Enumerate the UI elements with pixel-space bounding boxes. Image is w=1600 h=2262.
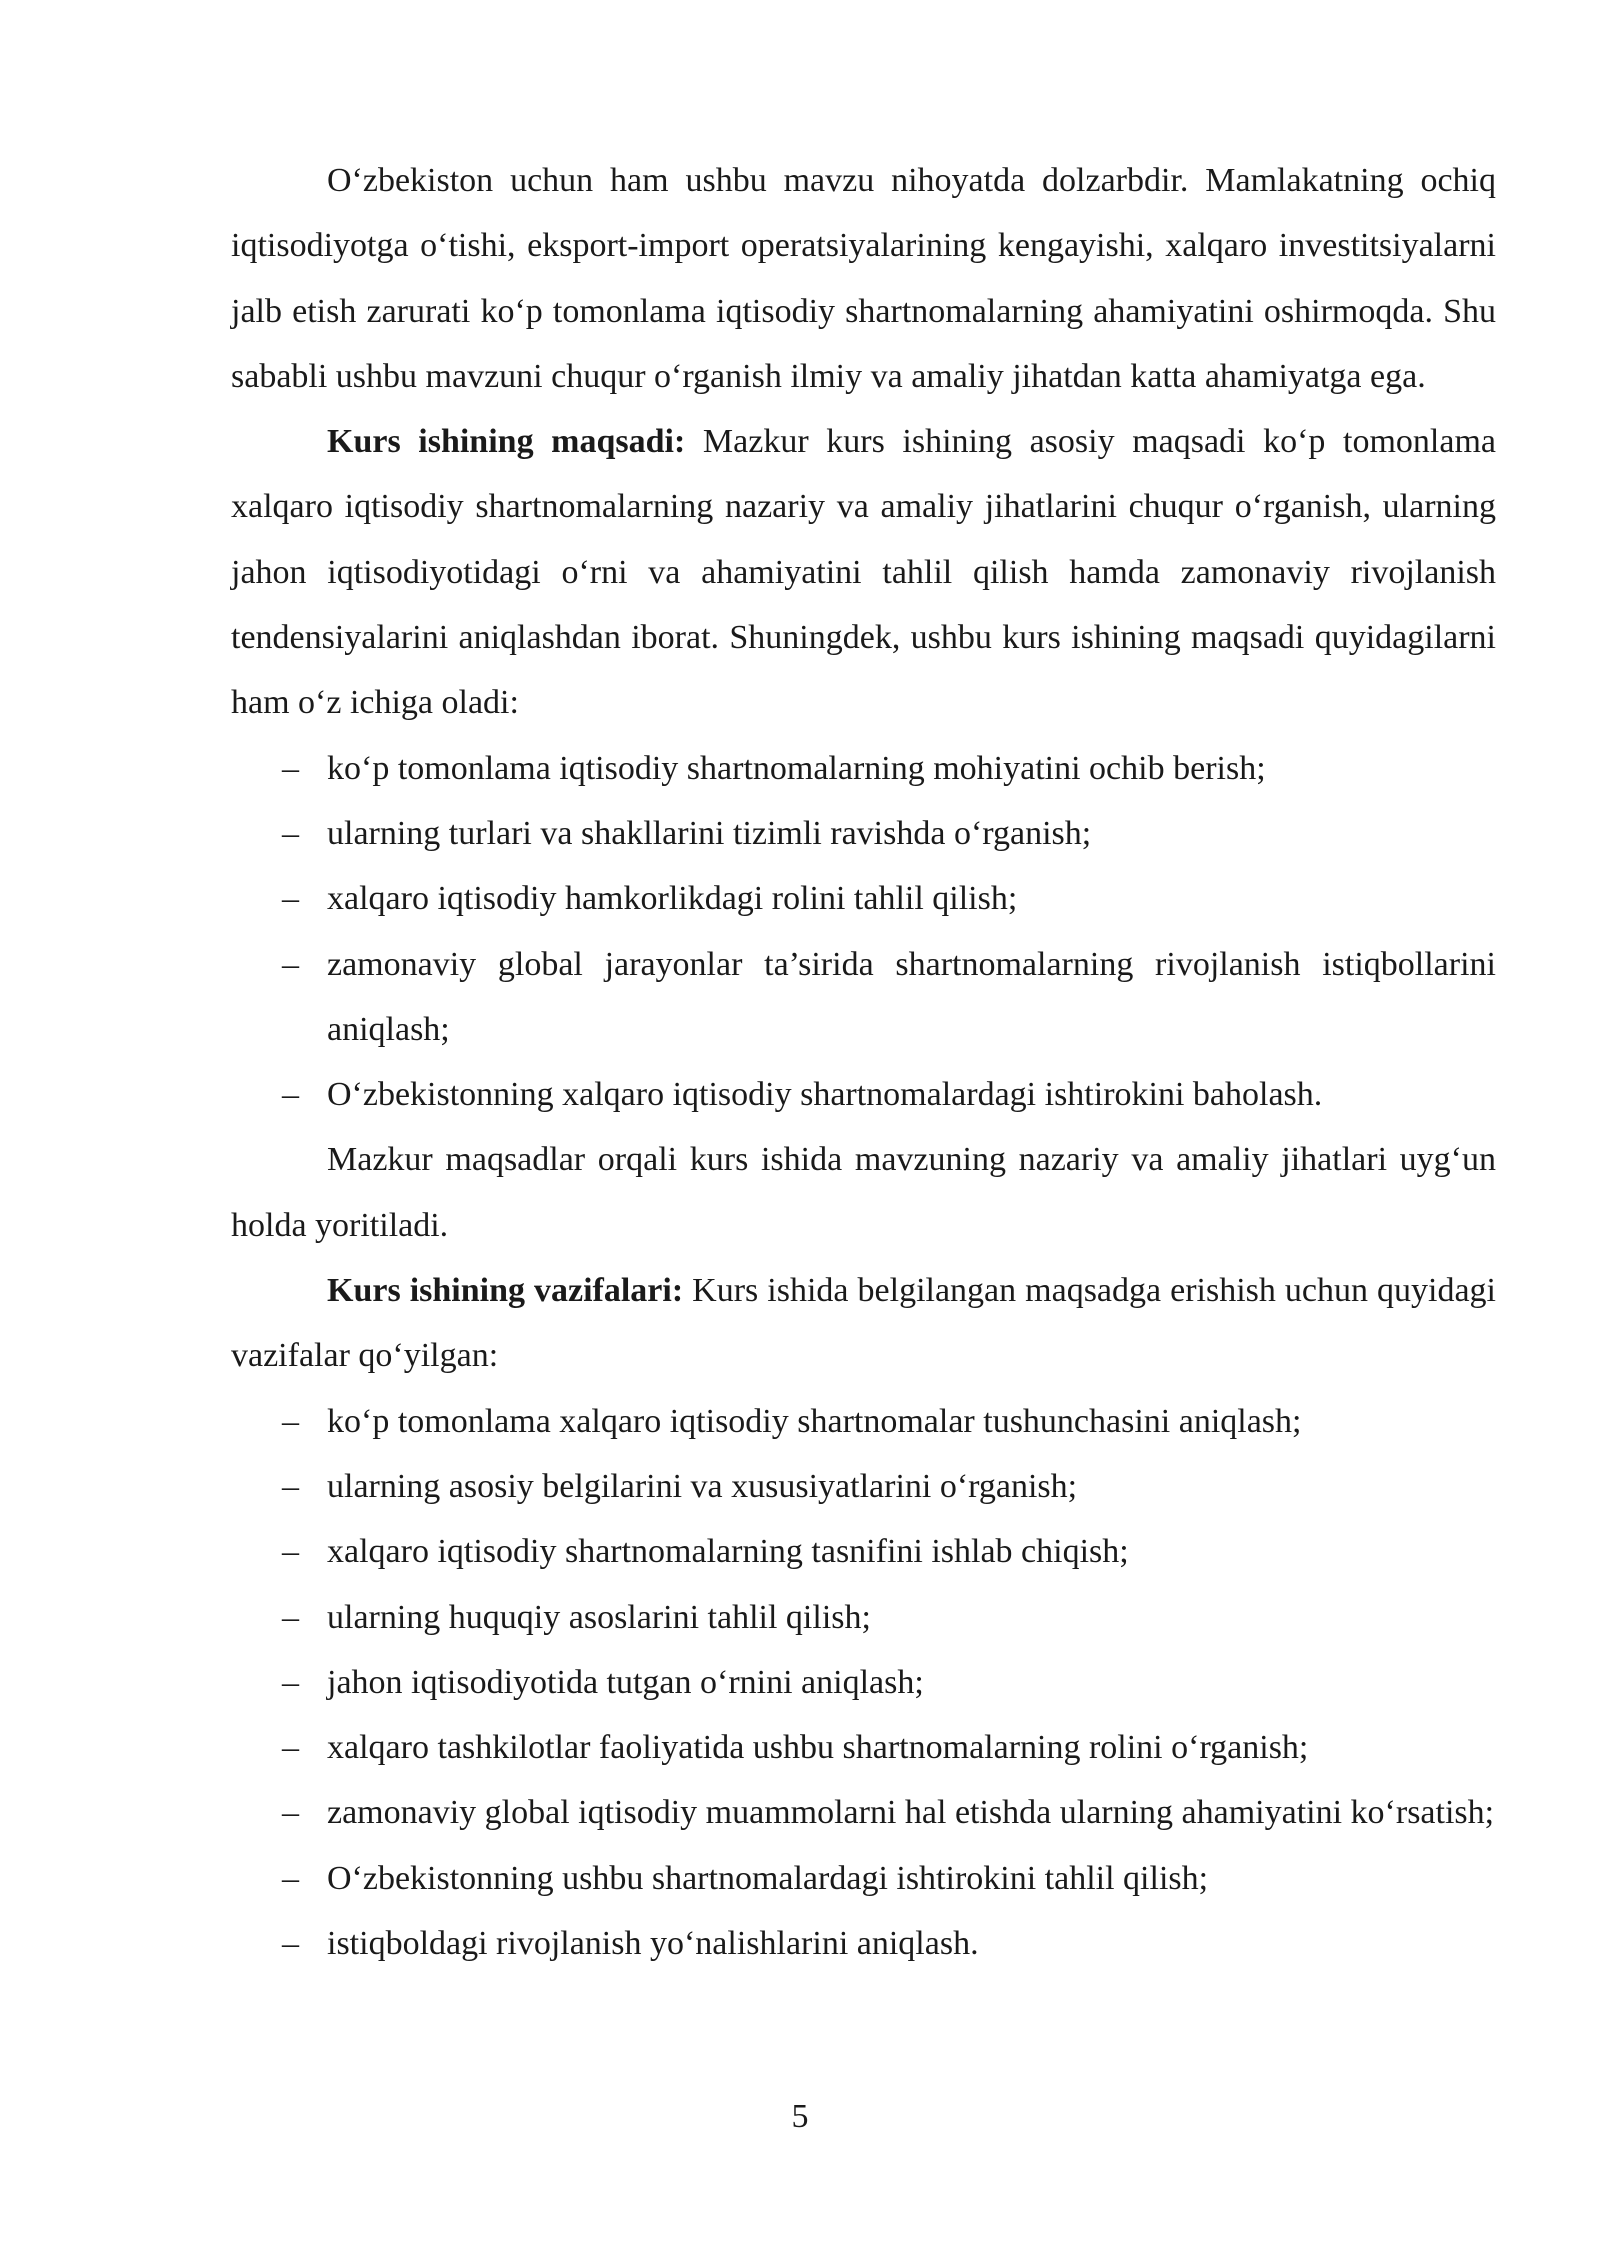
dash-bullet: – xyxy=(282,1925,299,1963)
intro-paragraph: O‘zbekiston uchun ham ushbu mavzu nihoyatda dolzarbdir. Mamlakatning ochiq iqtisodiyotga o‘tishi, eksport-import operatsiyalarining kengayishi, xalqaro investitsiyalarni jalb etish zarurati ko‘p tomonlama iqtisodiy shartnomalarning ahamiyatini oshirmoqda. Shu sababli ushbu mavzuni chuqur o‘rganish ilmiy va amaliy jihatdan katta ahamiyatga ega. xyxy=(231,162,1496,395)
dash-bullet: – xyxy=(282,814,299,852)
list-item-text: O‘zbekistonning xalqaro iqtisodiy shartnomalardagi ishtirokini baholash. xyxy=(327,1076,1323,1114)
list-item xyxy=(231,1519,1496,1584)
dash-bullet: – xyxy=(282,1533,299,1571)
dash-bullet: – xyxy=(282,1663,299,1701)
dash-bullet: – xyxy=(282,945,299,983)
dash-bullet: – xyxy=(282,1598,299,1636)
page-body xyxy=(231,148,1496,1976)
list-item-text: zamonaviy global jarayonlar ta’sirida shartnomalarning rivojlanish istiqbollarini aniqlash; xyxy=(327,945,1496,1048)
list-item-text: ularning huquqiy asoslarini tahlil qilish; xyxy=(327,1598,871,1636)
list-item-text: jahon iqtisodiyotida tutgan o‘rnini aniqlash; xyxy=(327,1663,924,1701)
list-item-text: istiqboldagi rivojlanish yo‘nalishlarini aniqlash. xyxy=(327,1925,979,1963)
list-item-text: ko‘p tomonlama iqtisodiy shartnomalarning mohiyatini ochib berish; xyxy=(327,749,1266,787)
list-item xyxy=(231,801,1496,866)
dash-bullet: – xyxy=(282,749,299,787)
dash-bullet: – xyxy=(282,880,299,918)
list-item xyxy=(231,1062,1496,1127)
goal-paragraph xyxy=(231,409,1496,735)
tasks-list xyxy=(231,1389,1496,1977)
list-item xyxy=(231,1454,1496,1519)
list-item xyxy=(231,736,1496,801)
list-item-text: xalqaro iqtisodiy shartnomalarning tasnifini ishlab chiqish; xyxy=(327,1533,1129,1571)
goal-summary-paragraph: Mazkur maqsadlar orqali kurs ishida mavzuning nazariy va amaliy jihatlari uyg‘un holda yoritiladi. xyxy=(231,1141,1496,1244)
list-item xyxy=(231,1846,1496,1911)
list-item xyxy=(231,1389,1496,1454)
list-item-text: ularning turlari va shakllarini tizimli ravishda o‘rganish; xyxy=(327,814,1092,852)
list-item xyxy=(231,1585,1496,1650)
list-item-text: xalqaro tashkilotlar faoliyatida ushbu shartnomalarning rolini o‘rganish; xyxy=(327,1729,1309,1767)
tasks-heading: Kurs ishining vazifalari: xyxy=(327,1272,684,1310)
list-item xyxy=(231,1715,1496,1780)
tasks-text: Kurs ishida belgilangan maqsadga erishish uchun quyidagi vazifalar qo‘yilgan: xyxy=(231,1272,1496,1375)
list-item xyxy=(231,1911,1496,1976)
list-item xyxy=(231,1780,1496,1845)
list-item-text: ko‘p tomonlama xalqaro iqtisodiy shartnomalar tushunchasini aniqlash; xyxy=(327,1402,1302,1440)
list-item-text: ularning asosiy belgilarini va xususiyatlarini o‘rganish; xyxy=(327,1467,1078,1505)
dash-bullet: – xyxy=(282,1859,299,1897)
list-item-text: xalqaro iqtisodiy hamkorlikdagi rolini tahlil qilish; xyxy=(327,880,1018,918)
dash-bullet: – xyxy=(282,1467,299,1505)
dash-bullet: – xyxy=(282,1729,299,1767)
tasks-paragraph xyxy=(231,1258,1496,1389)
dash-bullet: – xyxy=(282,1076,299,1114)
list-item xyxy=(231,932,1496,1063)
dash-bullet: – xyxy=(282,1402,299,1440)
goal-list xyxy=(231,736,1496,1128)
list-item-text: O‘zbekistonning ushbu shartnomalardagi ishtirokini tahlil qilish; xyxy=(327,1859,1209,1897)
list-item xyxy=(231,1650,1496,1715)
goal-text: Mazkur kurs ishining asosiy maqsadi ko‘p tomonlama xalqaro iqtisodiy shartnomalarning nazariy va amaliy jihatlarini chuqur o‘rganish, ularning jahon iqtisodiyotidagi o‘rni va ahamiyatini tahlil qilish hamda zamonaviy rivojlanish tendensiyalarini aniqlashdan iborat. Shuningdek, ushbu kurs ishining maqsadi quyidagilarni ham o‘z ichiga oladi: xyxy=(231,423,1496,722)
dash-bullet: – xyxy=(282,1794,299,1832)
goal-heading: Kurs ishining maqsadi: xyxy=(327,423,686,461)
list-item-text: zamonaviy global iqtisodiy muammolarni hal etishda ularning ahamiyatini ko‘rsatish; xyxy=(327,1794,1495,1832)
list-item xyxy=(231,866,1496,931)
page-number: 5 xyxy=(791,2098,809,2135)
